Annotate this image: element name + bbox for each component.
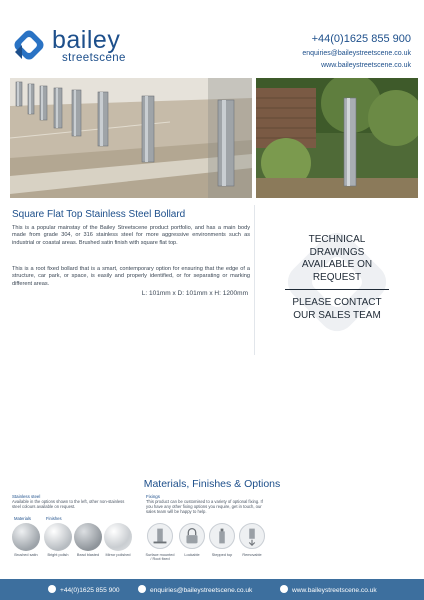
brand-logo [12,22,142,66]
product-description-1: This is a popular mainstay of the Bailey Streetscene product portfolio, and has a main body made from grade 304, or 316 stainless steel for more aggressive environments such as industrial or coastal areas. Brushed satin finish with square flat top. [12,225,250,246]
option-label-lockable: Lockable [184,553,200,557]
tech-rule [285,289,389,290]
product-description-2: This is a root fixed bollard that is a smart, contemporary option for ensuring that the edge of a structure, car park, or space, is easily and properly identified, or for separating or marking different areas. [12,266,250,287]
tech-line-4: REQUEST [312,271,362,283]
tech-line-1: TECHNICAL [308,234,366,245]
swatch-brushed-satin [12,523,40,551]
tech-line-3: AVAILABLE ON [301,259,373,270]
swatch-label-bead-blasted: Bead blasted [76,553,100,557]
header-website[interactable]: www.baileystreetscene.co.uk [321,62,411,69]
option-label-stepped-top: Stepped top [211,553,233,557]
footer-web: www.baileystreetscene.co.uk [292,587,377,594]
tech-line-2: DRAWINGS [309,246,365,258]
bollard-photo-garden [256,78,418,198]
footer-phone-item[interactable] [48,585,120,594]
product-title: Square Flat Top Stainless Steel Bollard [12,209,186,220]
swatch-label-mirror-polished: Mirror polished [105,553,131,557]
logo-mark-icon [12,28,46,62]
header-email[interactable]: enquiries@baileystreetscene.co.uk [302,50,411,57]
email-icon [138,585,146,593]
fixings-info-head: Fixings [146,494,160,499]
tech-line-6: OUR SALES TEAM [293,309,381,321]
swatch-bright-polish [44,523,72,551]
swatch-label-brushed-satin: Brushed satin [14,553,38,557]
swatch-label-bright-polish: Bright polish [47,553,69,557]
technical-drawings-panel [262,234,412,322]
finishes-subhead: Finishes [46,516,62,521]
option-label-surface-mount: Surface mounted / Root fixed [145,553,175,562]
fixings-info [146,494,270,514]
brand-name: bailey [52,26,121,54]
materials-info-text: Available in the options shown to the left, other non-stainless steel colours available on request. [12,499,125,509]
globe-icon [280,585,288,593]
swatch-bead-blasted [74,523,102,551]
footer-email-item[interactable] [138,585,252,594]
stepped-top-icon [209,523,235,549]
header-contact [302,33,411,72]
product-dimensions: L: 101mm x D: 101mm x H: 1200mm [141,290,248,297]
materials-info [12,494,130,509]
footer-web-item[interactable] [280,585,377,594]
header-phone[interactable]: +44(0)1625 855 900 [311,33,411,45]
option-label-removable: Removable [242,553,262,557]
column-divider [254,205,255,355]
bollard-photo-carpark [10,78,252,198]
materials-title: Materials, Finishes & Options [143,478,281,490]
padlock-icon [179,523,205,549]
surface-mount-icon [147,523,173,549]
footer-bar [0,579,424,600]
footer-phone: +44(0)1625 855 900 [60,587,120,594]
materials-info-head: Stainless steel [12,494,41,499]
tech-line-5: PLEASE CONTACT [292,297,382,308]
brand-sub: streetscene [62,52,126,64]
swatch-mirror-polished [104,523,132,551]
footer-email: enquiries@baileystreetscene.co.uk [150,587,253,594]
removable-icon [239,523,265,549]
materials-subhead: Materials [14,516,31,521]
phone-icon [48,585,56,593]
fixings-info-text: This product can be customised to a variety of optional fixing. If you have any other fixing options you require, get in touch, our sales team will be happy to help. [146,499,263,514]
